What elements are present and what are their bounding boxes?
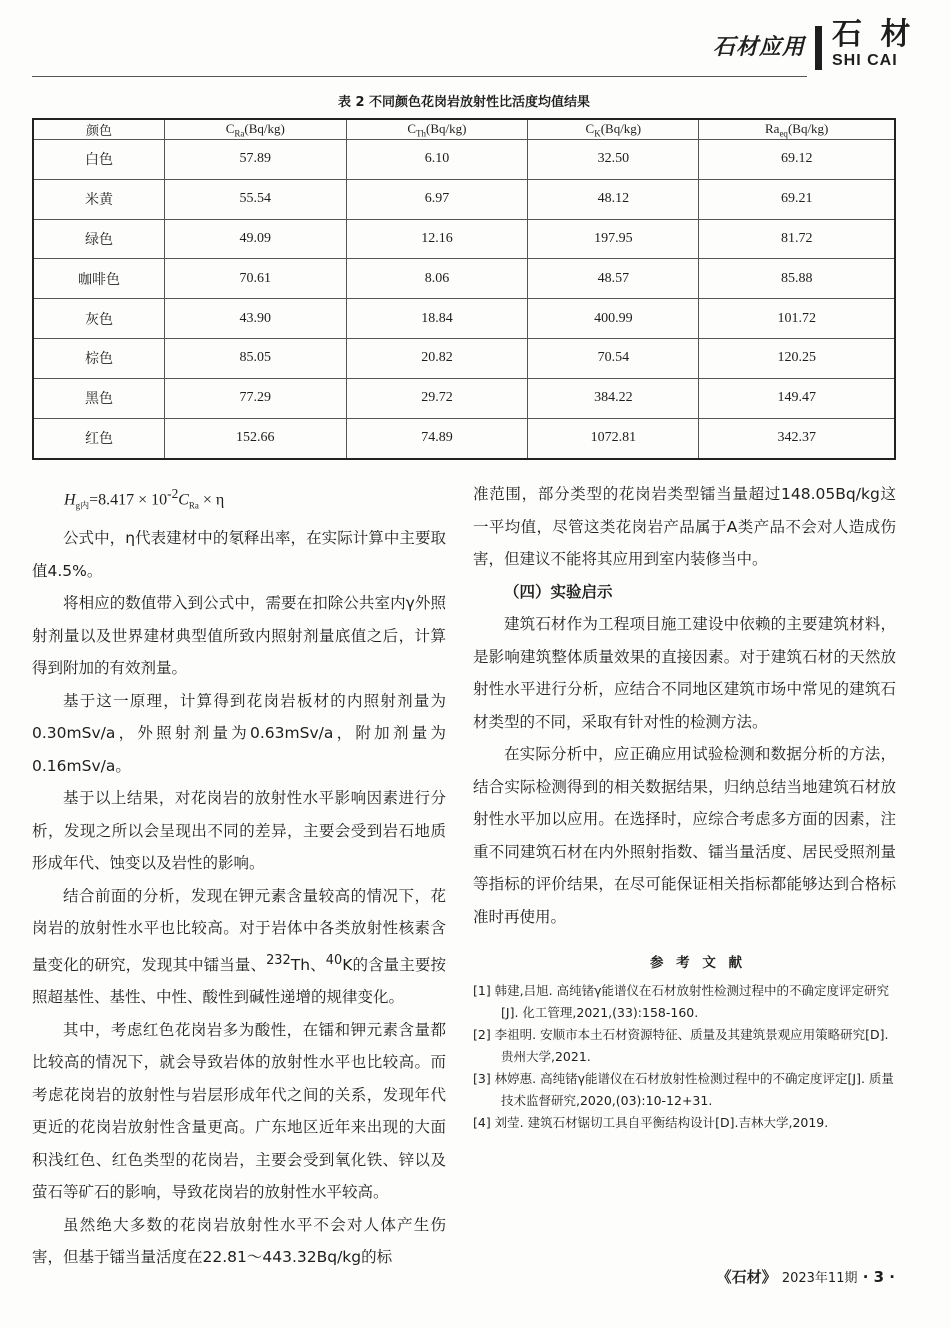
cell-value: 32.50 xyxy=(528,140,699,180)
cell-value: 120.25 xyxy=(699,339,895,379)
paragraph: 公式中，η代表建材中的氡释出率，在实际计算中主要取值4.5%。 xyxy=(32,529,446,580)
paragraph: 其中，考虑红色花岗岩多为酸性，在镭和钾元素含量都比较高的情况下，就会导致岩体的放射性水平也比较高。而考虑花岗岩的放射性与岩层形成年代之间的关系，发现年代更近的花岗岩放射性含量更高。广东地区近年来出现的大面积浅红色、红色类型的花岗岩，主要会受到氧化铁、锌以及萤石等矿石的影响，导致花岗岩的放射性水平较高。 xyxy=(32,1020,446,1202)
cell-value: 400.99 xyxy=(528,299,699,339)
reference-item: [1] 韩建,吕旭. 高纯锗γ能谱仪在石材放射性检测过程中的不确定度评定研究[J]. 化工管理,2021,(33):158-160. xyxy=(473,982,889,1020)
cell-color: 红色 xyxy=(33,418,164,459)
paragraph: 虽然绝大多数的花岗岩放射性水平不会对人体产生伤害，但基于镭当量活度在22.81～443.32Bq/kg的标 xyxy=(32,1215,446,1267)
page-number: · 3 · xyxy=(862,1268,895,1286)
cell-color: 白色 xyxy=(33,140,164,180)
cell-value: 12.16 xyxy=(346,219,528,259)
paragraph: 结合前面的分析，发现在钾元素含量较高的情况下，花岗岩的放射性水平也比较高。对于岩体中各类放射性核素含量变化的研究，发现其中镭当量、$^{232}$Th、$^{40}$K的含量主要按照超基性、基性、中性、酸性到碱性递增的规律变化。 xyxy=(32,886,446,1007)
header-cra: $C_{Ra}(Bq/kg)$ xyxy=(164,119,346,140)
cell-value: 29.72 xyxy=(346,378,528,418)
paragraph: 基于以上结果，对花岗岩的放射性水平影响因素进行分析，发现之所以会呈现出不同的差异，主要会受到岩石地质形成年代、蚀变以及岩性的影响。 xyxy=(32,789,446,873)
cell-value: 384.22 xyxy=(528,378,699,418)
cell-color: 灰色 xyxy=(33,299,164,339)
cell-color: 绿色 xyxy=(33,219,164,259)
cell-value: 81.72 xyxy=(699,219,895,259)
table-row xyxy=(33,219,895,259)
section-title: 石材应用 xyxy=(712,35,805,60)
table-row xyxy=(33,418,895,459)
paragraph: 基于这一原理，计算得到花岗岩板材的内照射剂量为0.30mSv/a，外照射剂量为0.63mSv/a，附加剂量为0.16mSv/a。 xyxy=(32,691,446,775)
footer-issue: 2023年11期 xyxy=(781,1271,858,1286)
cell-value: 6.97 xyxy=(346,179,528,219)
brand-chinese: 石 材 xyxy=(832,17,915,52)
table-row xyxy=(33,299,895,339)
cell-value: 85.88 xyxy=(699,259,895,299)
reference-item: [3] 林婷惠. 高纯锗γ能谱仪在石材放射性检测过程中的不确定度评定[J]. 质量技术监督研究,2020,(03):10-12+31. xyxy=(473,1070,894,1108)
cell-value: 6.10 xyxy=(346,140,528,180)
cell-value: 55.54 xyxy=(164,179,346,219)
cell-value: 70.54 xyxy=(528,339,699,379)
header-divider xyxy=(815,26,822,70)
paragraph: 准范围，部分类型的花岗岩类型镭当量超过148.05Bq/kg这一平均值，尽管这类花岗岩产品属于A类产品不会对人造成伤害，但建议不能将其应用到室内装修当中。 xyxy=(473,485,896,568)
table-row xyxy=(33,259,895,299)
right-column xyxy=(473,478,896,1134)
cell-value: 57.89 xyxy=(164,140,346,180)
paragraph: 在实际分析中，应正确应用试验检测和数据分析的方法，结合实际检测得到的相关数据结果，归纳总结当地建筑石材放射性水平加以应用。在选择时，应综合考虑多方面的因素，注重不同建筑石材在内外照射指数、镭当量活度、居民受照剂量等指标的评价结果，在尽可能保证相关指标都能够达到合格标准时再使用。 xyxy=(473,745,896,926)
reference-item: [4] 刘莹. 建筑石材锯切工具自平衡结构设计[D].吉林大学,2019. xyxy=(473,1114,829,1130)
cell-value: 85.05 xyxy=(164,339,346,379)
cell-value: 18.84 xyxy=(346,299,528,339)
table-row xyxy=(33,339,895,379)
references-list xyxy=(473,980,896,1134)
cell-value: 70.61 xyxy=(164,259,346,299)
cell-value: 1072.81 xyxy=(528,418,699,459)
cell-value: 43.90 xyxy=(164,299,346,339)
table-header-row xyxy=(33,119,895,140)
cell-value: 74.89 xyxy=(346,418,528,459)
header-rule xyxy=(32,76,807,77)
cell-value: 197.95 xyxy=(528,219,699,259)
cell-value: 8.06 xyxy=(346,259,528,299)
references-title: 参 考 文 献 xyxy=(649,955,747,971)
radioactivity-table xyxy=(32,118,896,460)
cell-color: 咖啡色 xyxy=(33,259,164,299)
journal-brand xyxy=(832,18,922,70)
cell-value: 48.12 xyxy=(528,179,699,219)
cell-color: 黑色 xyxy=(33,378,164,418)
cell-value: 77.29 xyxy=(164,378,346,418)
page-footer xyxy=(717,1266,895,1287)
cell-value: 101.72 xyxy=(699,299,895,339)
cell-value: 152.66 xyxy=(164,418,346,459)
header-ck: $C_K(Bq/kg)$ xyxy=(528,119,699,140)
paragraph: 建筑石材作为工程项目施工建设中依赖的主要建筑材料，是影响建筑整体质量效果的直接因素。对于建筑石材的天然放射性水平进行分析，应结合不同地区建筑市场中常见的建筑石材类型的不同，采取有针对性的检测方法。 xyxy=(473,615,896,731)
cell-value: 20.82 xyxy=(346,339,528,379)
brand-pinyin: SHI CAI xyxy=(832,52,898,69)
cell-color: 米黄 xyxy=(33,179,164,219)
cell-color: 棕色 xyxy=(33,339,164,379)
reference-item: [2] 李祖明. 安顺市本土石材资源特征、质量及其建筑景观应用策略研究[D].贵州大学,2021. xyxy=(473,1026,889,1064)
cell-value: 342.37 xyxy=(699,418,895,459)
left-column xyxy=(32,478,446,1274)
cell-value: 69.12 xyxy=(699,140,895,180)
table-caption: 表 2 不同颜色花岗岩放射性比活度均值结果 xyxy=(337,95,591,110)
cell-value: 49.09 xyxy=(164,219,346,259)
paragraph: 将相应的数值带入到公式中，需要在扣除公共室内γ外照射剂量以及世界建材典型值所致内照射剂量底值之后，计算得到附加的有效剂量。 xyxy=(32,594,446,678)
header-cth: $C_{Th}(Bq/kg)$ xyxy=(346,119,528,140)
cell-value: 48.57 xyxy=(528,259,699,299)
header-color: 颜色 xyxy=(33,119,164,140)
table-row xyxy=(33,140,895,180)
table-row xyxy=(33,179,895,219)
cell-value: 69.21 xyxy=(699,179,895,219)
indoor-dose-formula: $H_{g内}=8.417 \times 10^{-2}C_{Ra} \times \eta$ xyxy=(64,486,225,511)
header-raeq: $Ra_{eq}(Bq/kg)$ xyxy=(699,119,895,140)
section-heading: （四）实验启示 xyxy=(504,582,613,601)
cell-value: 149.47 xyxy=(699,378,895,418)
table-row xyxy=(33,378,895,418)
footer-journal: 《石材》 xyxy=(716,1268,777,1286)
